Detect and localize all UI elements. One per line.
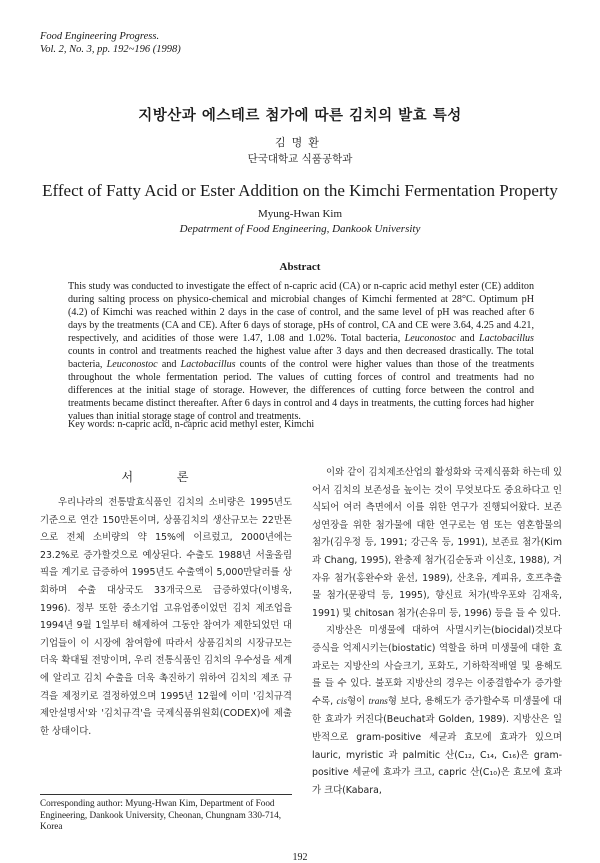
english-title: Effect of Fatty Acid or Ester Addition on the Kimchi Fermentation Property xyxy=(42,181,558,200)
abstract-heading: Abstract xyxy=(279,261,321,273)
korean-title: 지방산과 에스테르 첨가에 따른 김치의 발효 특성 xyxy=(138,108,462,124)
journal-volume: Vol. 2, No. 3, pp. 192~196 (1998) xyxy=(40,44,181,55)
journal-citation xyxy=(40,30,181,56)
korean-author: 김명환 xyxy=(275,136,325,149)
intro-left-column: 우리나라의 전통발효식품인 김치의 소비량은 1995년도 기준으로 연간 150만톤이며, 상품김치의 생산규모는 22만톤으로 전체 소비량의 약 15%에 이르렀고, 2000년에는 23.2%로 증가할것으로 예상된다. 수출도 1988년 서울올림픽을 계기로 급증하여 1995년도 수출액이 5,000만달러를 상회하며 수출 대상국도 33개국으로 급증하였다(이병욱, 1996). 정부 또한 중소기업 고유업종이었던 김치 제조업을 1994년 9월 1일부터 해제하여 그동안 참여가 제한되었던 대기업들이 이 시장에 참여함에 따라서 상품김치의 시장규모는 더욱 확대될 전망이며, 우리 전통식품인 김치의 우수성을 세계에 알리고 김치 수출을 더욱 촉진하기 위하여 김치의 제조 규격을 제정키로 결정하였으며 1995년 12월에 이미 '김치규격제안설명서'와 '김치규격'을 국제식품위원회(CODEX)에 제출한 상태이다. xyxy=(40,497,292,737)
page-number: 192 xyxy=(292,852,308,863)
footnote-corresponding-author: Corresponding author: Myung-Hwan Kim, Department of Food Engineering, Dankook University, Cheonan, Chungnam 330-714, Korea xyxy=(40,798,282,831)
abstract-text: This study was conducted to investigate the effect of n-capric acid (CA) or n-capric acid methyl ester (CE) additon during salting process on physico-chemical and microbial changes of Kimchi fermented at 28°C. Optimum pH (4.2) of Kimchi was reached within 2 days in the case of control, and the same level of pH was reached after 6 days by the treatments (CA and CE). After 6 days of storage, pHs of control, CA and CE were 3.64, 4.25 and 4.21, respectively, and acidities of those were 1.47, 1.08 and 1.02%. Total bacteria, Leuconostoc and Lactobacillus counts in control and treatments reached the highest value after 3 days and then decreased drastically. The total bacteria, Leuconostoc and Lactobacillus counts of the control were higher values than those of the treatments throughout the whole fermentation period. The values of cutting forces of control and treatments had no differences at the initial stage of storage. However, the differences of cutting force between the control and treatments became distinct thereafter. After 6 days in control and 4 days in treatments, the cutting forces had higher values than initial storage stage of control and treatments. xyxy=(68,281,535,422)
journal-name: Food Engineering Progress. xyxy=(40,31,160,42)
intro-right-column xyxy=(312,464,562,799)
footnote-divider xyxy=(40,794,292,795)
english-affiliation: Depatrment of Food Engineering, Dankook University xyxy=(179,223,421,235)
english-author: Myung-Hwan Kim xyxy=(257,208,343,220)
intro-paragraph: 이와 같이 김치제조산업의 활성화와 국제식품화 하는데 있어서 김치의 보존성을 높이는 것이 무엇보다도 중요하다고 인식되어 여러 측면에서 이를 위한 연구가 진행되어왔다. 보존성연장을 위한 첨가물에 대한 연구로는 염 또는 염혼합물의 첨가(김우정 등, 1991; 강근옥 등, 1991), 보존료 첨가(Kim과 Chang, 1995), 완충제 첨가(김순동과 이신호, 1988), 겨자유 첨가(홍완수와 윤선, 1989), 산초유, 계피유, 호프추출물 첨가(문광덕 등, 1995), 향신료 처가(박우포와 김재욱, 1991) 및 chitosan 첨가(손유미 등, 1996) 등을 들 수 있다. xyxy=(312,467,562,619)
intro-paragraph: 지방산은 미생물에 대하여 사멸시키는(biocidal)것보다 증식을 억제시키는(biostatic) 역할을 하며 미생물에 대한 효과로는 지방산의 사슬크기, 포화도, 기하학적배열 및 용해도를 들 수 있다. 불포화 지방산의 경우는 이중결합수가 증가할수록, cis형이 trans형 보다, 용해도가 증가할수록 미생물에 대한 효과가 커진다(Beuchat과 Golden, 1989). 지방산은 일반적으로 gram-positive 세균과 효모에 효과가 있으며 lauric, myristic 과 palmitic 산(C₁₂, C₁₄, C₁₆)은 gram-positive 세균에 효과가 크고, capric 산(C₁₀)은 효모에 효과가 크다(Kabara, xyxy=(312,625,562,796)
korean-affiliation: 단국대학교 식품공학과 xyxy=(247,153,353,165)
section-heading-introduction: 서 론 xyxy=(121,470,209,484)
keywords: Key words: n-capric acid, n-capric acid methyl ester, Kimchi xyxy=(68,419,315,430)
